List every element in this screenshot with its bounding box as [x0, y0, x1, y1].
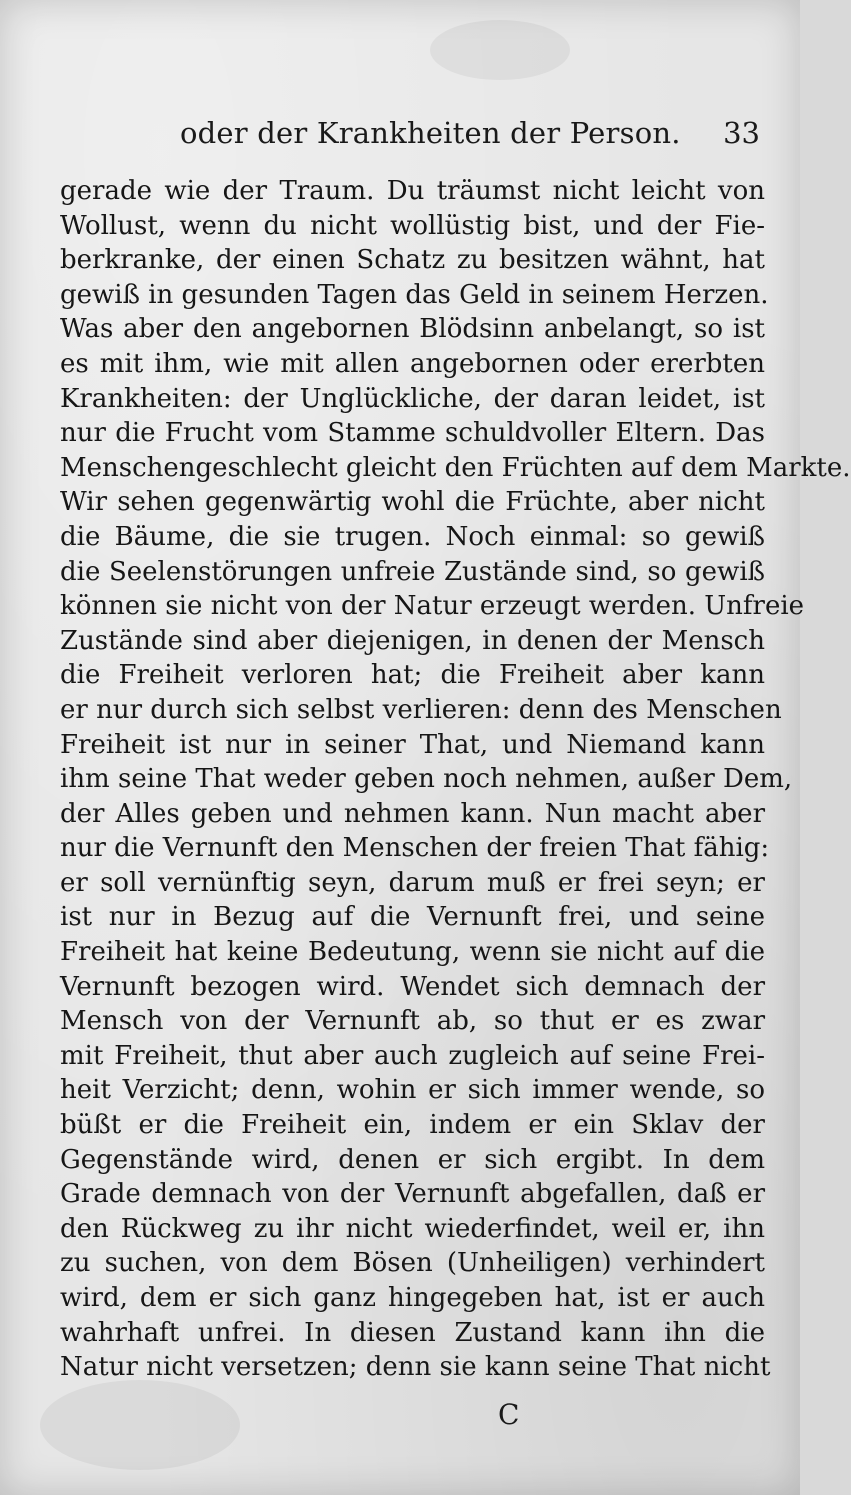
text-line: ist nur in Bezug auf die Vernunft frei, und seine	[60, 902, 765, 933]
text-line: Grade demnach von der Vernunft abgefallen, daß er	[60, 1179, 765, 1210]
text-line: berkranke, der einen Schatz zu besitzen wähnt, hat	[60, 245, 765, 276]
text-line: können sie nicht von der Natur erzeugt werden. Unfreie	[60, 591, 805, 622]
text-line: Freiheit ist nur in seiner That, und Niemand kann	[60, 729, 765, 760]
text-line: mit Freiheit, thut aber auch zugleich auf seine Frei-	[60, 1040, 765, 1071]
text-line: Menschengeschlecht gleicht den Früchten auf dem Markte.	[60, 452, 851, 483]
text-line: büßt er die Freiheit ein, indem er ein Sklav der	[60, 1110, 765, 1141]
text-line: Gegenstände wird, denen er sich ergibt. In dem	[60, 1144, 765, 1175]
text-line: Krankheiten: der Unglückliche, der daran leidet, ist	[60, 383, 765, 414]
text-line: den Rückweg zu ihr nicht wiederfindet, weil er, ihn	[60, 1213, 765, 1244]
text-line: nur die Frucht vom Stamme schuldvoller Eltern. Das	[60, 418, 765, 449]
text-line: er soll vernünftig seyn, darum muß er frei seyn; er	[60, 867, 765, 898]
text-line: gerade wie der Traum. Du träumst nicht leicht von	[60, 176, 765, 206]
text-line: Mensch von der Vernunft ab, so thut er es zwar	[60, 1006, 765, 1037]
text-line: Wollust, wenn du nicht wollüstig bist, und der Fie-	[60, 210, 765, 241]
text-line: es mit ihm, wie mit allen angebornen oder ererbten	[60, 348, 765, 379]
page-number: 33	[723, 116, 760, 150]
text-line: gewiß in gesunden Tagen das Geld in seinem Herzen.	[60, 279, 769, 310]
text-line: er nur durch sich selbst verlieren: denn des Menschen	[60, 694, 782, 725]
text-line: Wir sehen gegenwärtig wohl die Früchte, aber nicht	[60, 487, 765, 518]
page-stain	[40, 1380, 240, 1470]
page-stain	[430, 20, 570, 80]
text-line: Natur nicht versetzen; denn sie kann seine That nicht	[60, 1352, 771, 1383]
text-line: Was aber den angebornen Blödsinn anbelangt, so ist	[60, 314, 765, 345]
text-line: Freiheit hat keine Bedeutung, wenn sie nicht auf die	[60, 937, 765, 968]
text-line: zu suchen, von dem Bösen (Unheiligen) verhindert	[60, 1248, 765, 1279]
text-line: die Freiheit verloren hat; die Freiheit aber kann	[60, 660, 765, 691]
running-head	[180, 110, 760, 154]
text-line: die Seelenstörungen unfreie Zustände sind, so gewiß	[60, 556, 765, 587]
text-line: wird, dem er sich ganz hingegeben hat, ist er auch	[60, 1283, 765, 1313]
text-line: heit Verzicht; denn, wohin er sich immer wende, so	[60, 1075, 765, 1106]
text-line: der Alles geben und nehmen kann. Nun macht aber	[60, 798, 765, 829]
body-text	[60, 174, 851, 1385]
text-line: die Bäume, die sie trugen. Noch einmal: so gewiß	[60, 521, 765, 552]
text-line: wahrhaft unfrei. In diesen Zustand kann ihn die	[60, 1317, 765, 1348]
text-line: ihm seine That weder geben noch nehmen, außer Dem,	[60, 764, 793, 795]
running-title: oder der Krankheiten der Person.	[180, 116, 681, 150]
text-line: Vernunft bezogen wird. Wendet sich demnach der	[60, 971, 765, 1002]
text-line: Zustände sind aber diejenigen, in denen der Mensch	[60, 625, 765, 656]
signature-mark: C	[498, 1398, 520, 1431]
text-line: nur die Vernunft den Menschen der freien That fähig:	[60, 833, 770, 864]
